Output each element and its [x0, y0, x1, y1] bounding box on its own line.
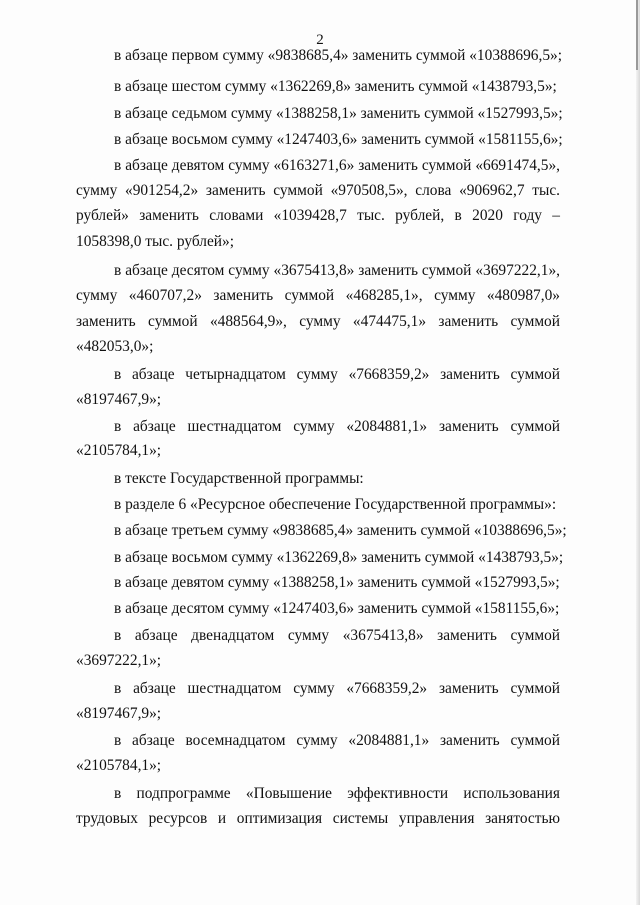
text-line: «2105784,1»;: [76, 757, 162, 774]
text-line: в абзаце первом сумму «9838685,4» заменить суммой «10388696,5»;: [114, 47, 563, 64]
text-line: трудовых ресурсов и оптимизация системы управления занятостью: [76, 810, 560, 827]
scan-edge: [636, 0, 640, 905]
page-number: 2: [316, 32, 324, 48]
text-line: в абзаце двенадцатом сумму «3675413,8» заменить суммой: [114, 627, 560, 644]
text-line: в абзаце десятом сумму «3675413,8» заменить суммой «3697222,1»,: [114, 262, 560, 279]
text-line: «8197467,9»;: [76, 391, 162, 408]
text-line: в абзаце десятом сумму «1247403,6» заменить суммой «1581155,6»;: [114, 600, 560, 617]
text-line: заменить суммой «488564,9», сумму «474475,1» заменить суммой: [76, 313, 560, 330]
text-line: в абзаце девятом сумму «1388258,1» заменить суммой «1527993,5»;: [114, 574, 560, 591]
text-line: в абзаце четырнадцатом сумму «7668359,2» заменить суммой: [114, 366, 560, 383]
text-line: в тексте Государственной программы:: [114, 470, 364, 487]
text-line: в абзаце девятом сумму «6163271,6» заменить суммой «6691474,5»,: [114, 157, 560, 174]
text-line: в абзаце седьмом сумму «1388258,1» заменить суммой «1527993,5»;: [114, 105, 563, 122]
text-line: в разделе 6 «Ресурсное обеспечение Государственной программы»:: [114, 496, 557, 513]
text-line: рублей» заменить словами «1039428,7 тыс. рублей, в 2020 году –: [76, 207, 560, 224]
text-line: «3697222,1»;: [76, 652, 162, 669]
text-line: в абзаце шестом сумму «1362269,8» заменить суммой «1438793,5»;: [114, 78, 557, 95]
text-line: 1058398,0 тыс. рублей»;: [76, 233, 235, 250]
text-line: в абзаце восемнадцатом сумму «2084881,1» заменить суммой: [114, 732, 560, 749]
text-line: «482053,0»;: [76, 338, 154, 355]
text-line: в абзаце шестнадцатом сумму «7668359,2» заменить суммой: [114, 680, 560, 697]
text-line: в абзаце третьем сумму «9838685,4» заменить суммой «10388696,5»;: [114, 522, 567, 539]
text-line: «8197467,9»;: [76, 705, 162, 722]
scan-edge-mark: [636, 0, 638, 70]
text-line: сумму «901254,2» заменить суммой «970508,5», слова «906962,7 тыс.: [76, 182, 560, 199]
text-line: «2105784,1»;: [76, 442, 162, 459]
text-line: в абзаце шестнадцатом сумму «2084881,1» заменить суммой: [114, 418, 560, 435]
text-line: в абзаце восьмом сумму «1247403,6» заменить суммой «1581155,6»;: [114, 131, 563, 148]
text-line: в абзаце восьмом сумму «1362269,8» заменить суммой «1438793,5»;: [114, 549, 564, 566]
text-line: в подпрограмме «Повышение эффективности использования: [114, 785, 560, 802]
text-line: сумму «460707,2» заменить суммой «468285,1», сумму «480987,0»: [76, 287, 560, 304]
